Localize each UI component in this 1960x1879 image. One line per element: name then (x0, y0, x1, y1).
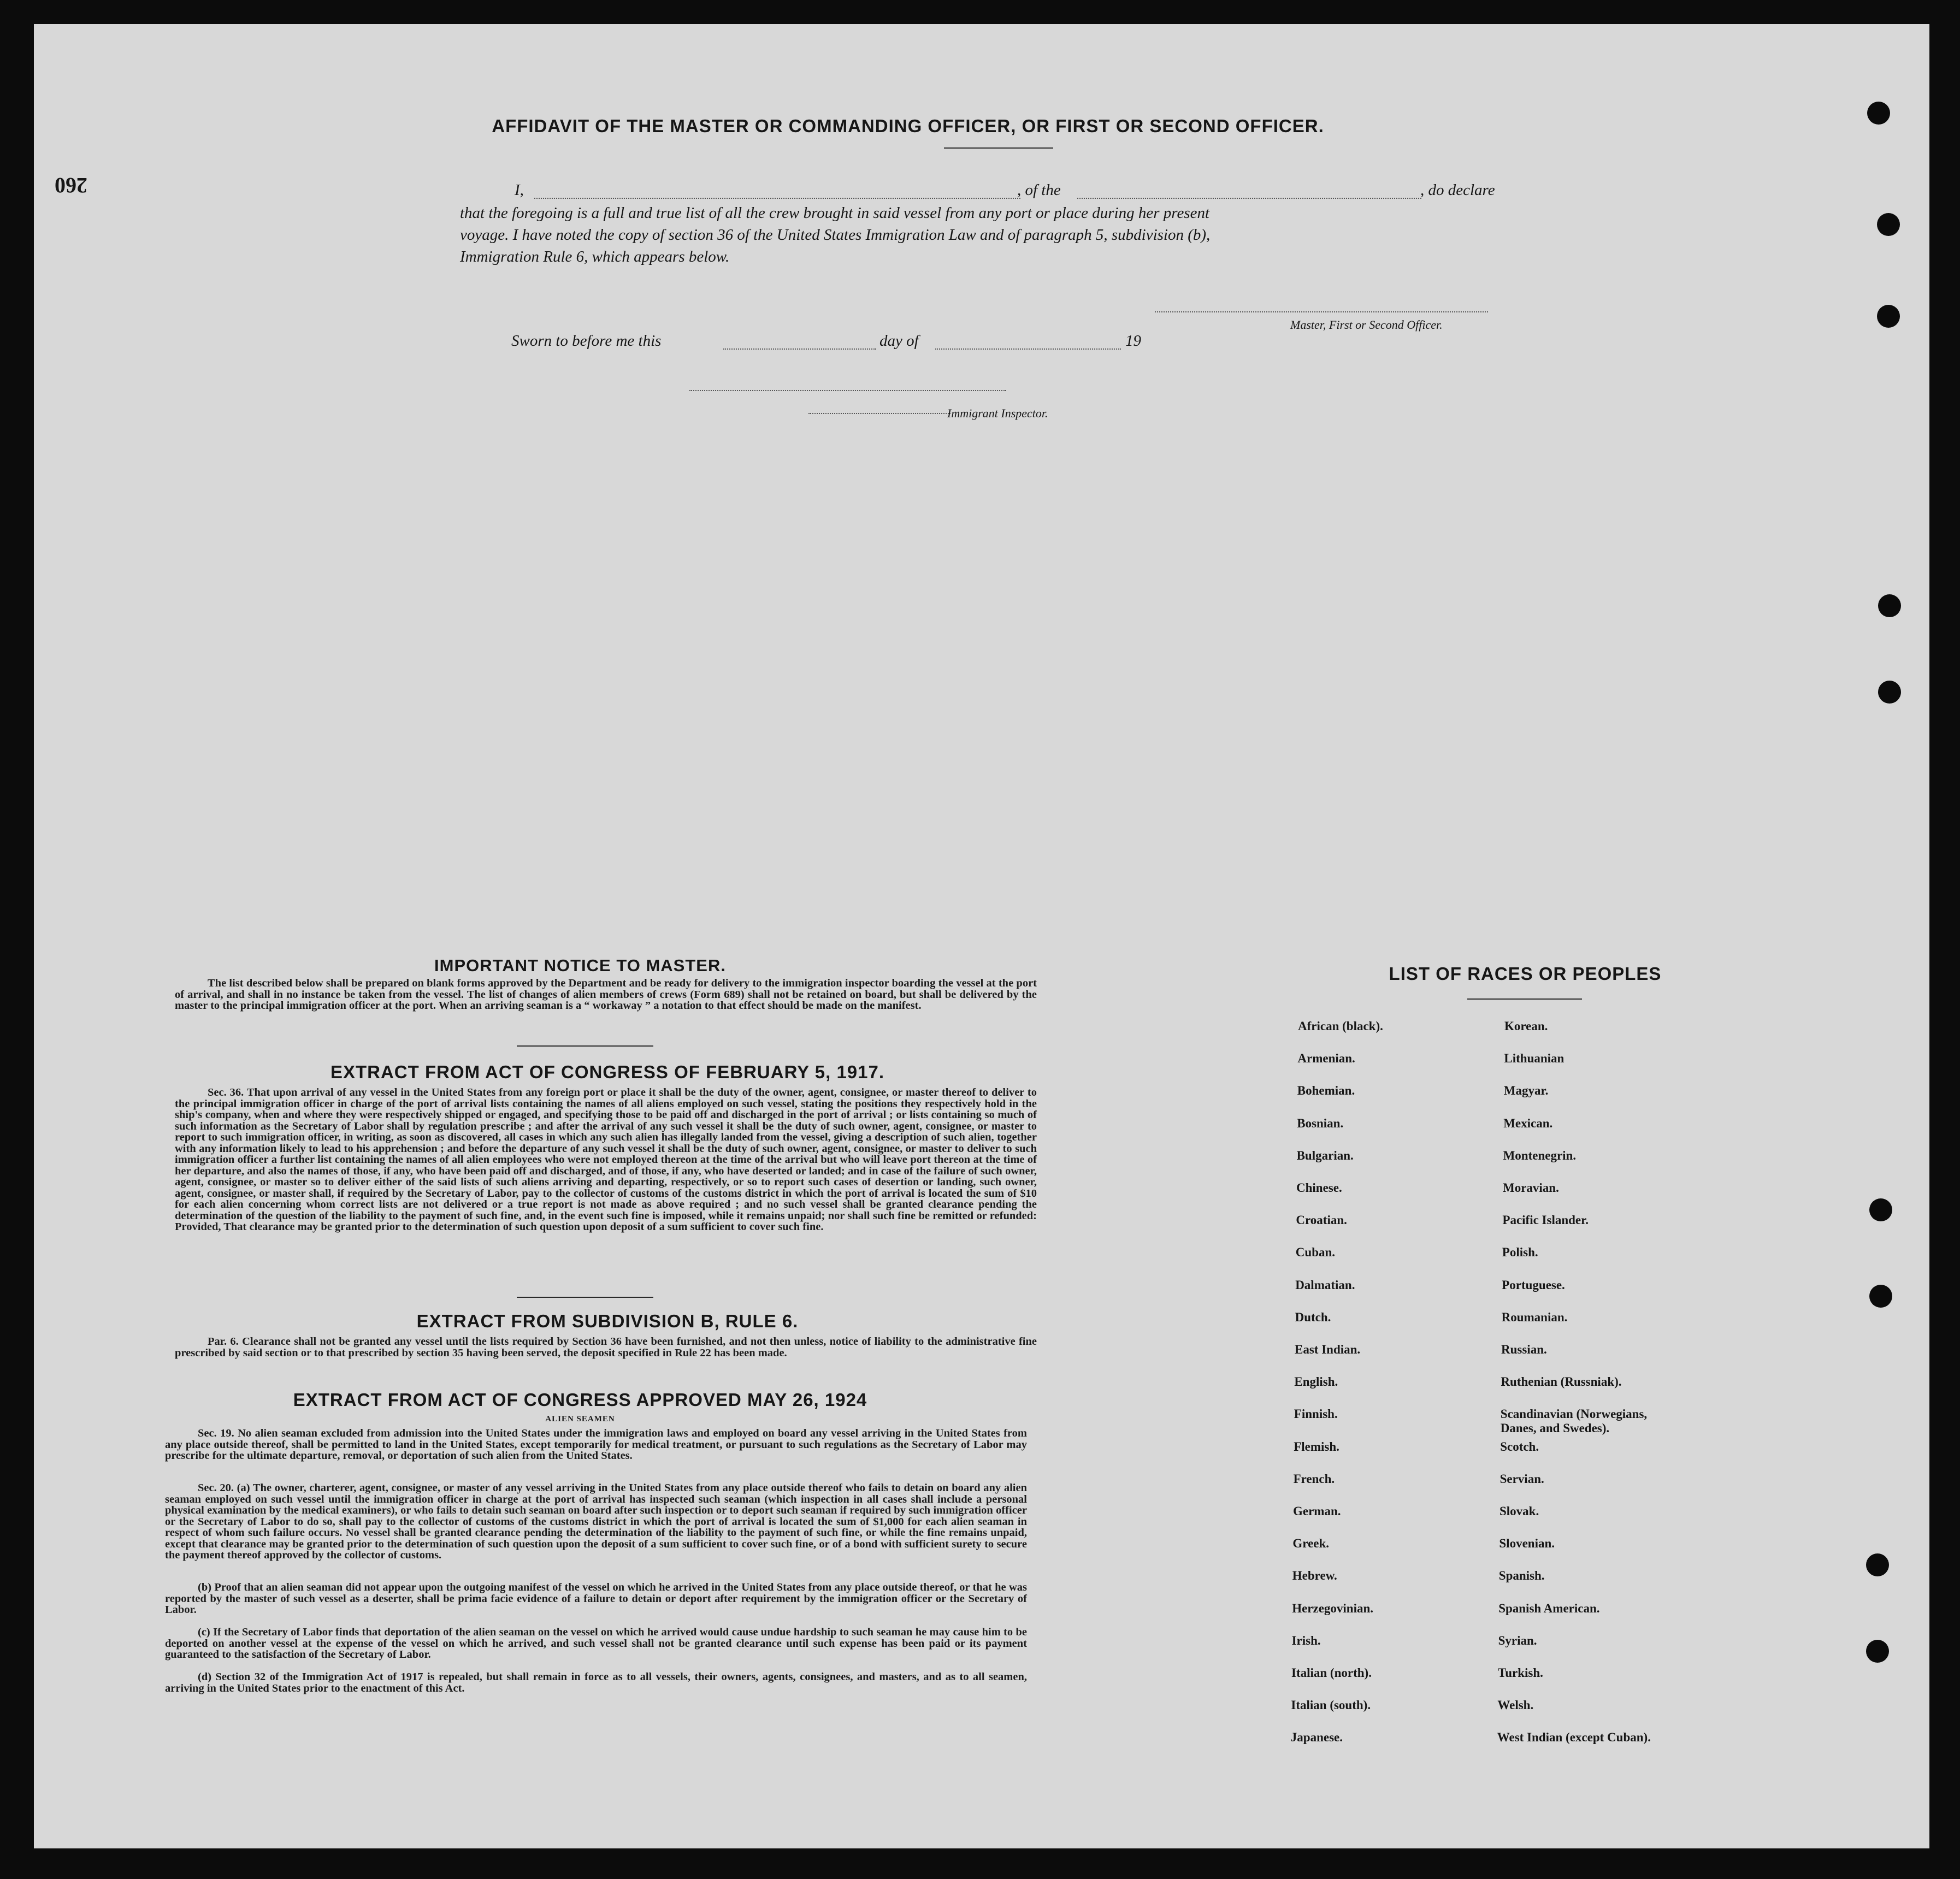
extract-1917-title: EXTRACT FROM ACT OF CONGRESS OF FEBRUARY 5, 1917. (330, 1062, 885, 1082)
punch-hole (1877, 213, 1900, 236)
race-left-item: Greek. (1292, 1537, 1330, 1551)
affidavit-do-declare: , do declare (1420, 181, 1495, 199)
notice-title: IMPORTANT NOTICE TO MASTER. (434, 956, 726, 975)
punch-hole (1877, 305, 1900, 328)
race-left-item: Hebrew. (1292, 1569, 1337, 1583)
punch-hole (1867, 102, 1890, 125)
extract-1924-sec19: Sec. 19. No alien seaman excluded from admission into the United States under the immigration laws and employed on board any vessel arriving in the United States from any place outside thereof, shall be permitted to land in the United States, except temporarily for medical treatment, or pursuant to such regulations as the Secretary of Labor may prescribe for the ultimate departure, removal, or deportation of such alien from the United States. (165, 1427, 1027, 1462)
extract-1924-subtitle: ALIEN SEAMEN (545, 1415, 615, 1423)
race-right-item: Ruthenian (Russniak). (1501, 1375, 1622, 1389)
race-right-item: Scandinavian (Norwegians, Danes, and Swedes). (1500, 1407, 1648, 1435)
extract-rule6-title: EXTRACT FROM SUBDIVISION B, RULE 6. (416, 1311, 799, 1331)
race-left-item: Cuban. (1295, 1245, 1336, 1260)
race-right-item: Scotch. (1500, 1439, 1539, 1453)
punch-hole (1869, 1198, 1892, 1221)
race-left-item: Dutch. (1295, 1310, 1331, 1324)
race-right-item: Polish. (1502, 1245, 1538, 1260)
extract-1924-sec20b: (b) Proof that an alien seaman did not appear upon the outgoing manifest of the vessel on which he arrived in the United States from any place outside thereof, or that he was reported by the master of such vessel as a deserter, shall be prima facie evidence of a failure to detain or deport after requirement by the immigration officer or the Secretary of Labor. (165, 1581, 1027, 1616)
race-left-item: Finnish. (1294, 1407, 1338, 1421)
sworn-day-of: day of (879, 332, 919, 350)
sworn-day-blank[interactable] (723, 348, 876, 350)
race-left-item: Armenian. (1297, 1051, 1355, 1066)
races-title: LIST OF RACES OR PEOPLES (1389, 964, 1662, 984)
race-right-item: Moravian. (1503, 1181, 1559, 1195)
race-right-item: Servian. (1499, 1472, 1544, 1486)
affidavit-line4: Immigration Rule 6, which appears below. (460, 248, 730, 265)
race-right-item: Welsh. (1497, 1698, 1534, 1712)
affidavit-line2: that the foregoing is a full and true list of all the crew brought in said vessel from any port or place during her present (460, 204, 1210, 222)
punch-hole (1878, 594, 1901, 617)
punch-hole (1869, 1285, 1892, 1308)
race-right-item: Slovenian. (1499, 1537, 1555, 1551)
title-underline (944, 147, 1053, 149)
race-left-item: Croatian. (1296, 1213, 1347, 1227)
race-left-item: Flemish. (1294, 1439, 1339, 1453)
sworn-year: 19 (1125, 332, 1141, 350)
races-underline (1467, 998, 1582, 1000)
sworn-prefix: Sworn to before me this (511, 332, 662, 350)
race-left-item: Japanese. (1290, 1730, 1343, 1745)
race-right-item: Mexican. (1503, 1116, 1553, 1130)
race-left-item: Dalmatian. (1295, 1278, 1355, 1292)
affidavit-declaration-start: I, (515, 181, 524, 199)
race-left-item: Bosnian. (1297, 1116, 1344, 1130)
race-left-item: Herzegovinian. (1292, 1601, 1374, 1615)
race-left-item: Chinese. (1296, 1181, 1342, 1195)
name-blank[interactable] (534, 198, 1020, 199)
form-page (34, 24, 1929, 1848)
race-right-item: Turkish. (1498, 1666, 1543, 1680)
notice-body: The list described below shall be prepared on blank forms approved by the Department and be ready for delivery to the immigration inspector boarding the vessel at the port of arrival, and shall in no instance be taken from the vessel. The list of changes of alien members of crews (Form 689) shall not be retained on board, but shall be delivered by the master to the principal immigration officer at the port. When an arriving seaman is a “ workaway ” a notation to that effect should be made on the manifest. (175, 977, 1037, 1012)
race-left-item: Bohemian. (1297, 1084, 1355, 1098)
vessel-blank[interactable] (1077, 198, 1421, 199)
race-left-item: English. (1294, 1375, 1338, 1389)
punch-hole (1878, 681, 1901, 704)
master-signature-label: Master, First or Second Officer. (1290, 318, 1443, 332)
section-divider (517, 1045, 653, 1047)
race-right-item: Portuguese. (1502, 1278, 1565, 1292)
race-right-item: Lithuanian (1504, 1051, 1565, 1066)
race-left-item: Bulgarian. (1296, 1148, 1354, 1162)
extract-1917-body: Sec. 36. That upon arrival of any vessel in the United States from any foreign port or place it shall be the duty of the owner, agent, consignee, or master thereof to deliver to the principal immigration officer in charge of the port of arrival lists containing the names of all aliens employed on such vessel, stating the positions they respectively hold in the ship's company, when and where they were respectively shipped or engaged, and specifying those to be paid off and discharged in the port of arrival ; or lists containing so much of such information as the Secretary of Labor shall by regulation prescribe ; and after the arrival of any such vessel it shall be the duty of such owner, agent, consignee, or master to report to such immigration officer, in writing, as soon as discovered, all cases in which any such alien has illegally landed from the vessel, giving a description of such alien, together with any information likely to lead to his apprehension ; and before the departure of any such vessel it shall be the duty of such owner, agent, consignee, or master to deliver to such immigration officer a further list containing the names of all alien employees who were not employed thereon at the time of the arrival but who will leave port thereon at the time of her departure, and also the names of those, if any, who have been paid off and discharged, and of those, if any, who have deserted or landed; and in case of the failure of such owner, agent, consignee, or master so to deliver either of the said lists of such aliens arriving and departing, respectively, or so to report such cases of desertion or landing, such owner, agent, consignee, or master shall, if required by the Secretary of Labor, pay to the collector of customs of the customs district in which the port of arrival is located the sum of $10 for each alien concerning whom correct lists are not delivered or a true report is not made as above required ; and no such vessel shall be granted clearance pending the determination of the question of the liability to the payment of such fine, and, in the event such fine is imposed, while it remains unpaid; nor shall such fine be remitted or refunded: Provided, That clearance may be granted prior to the determination of such question upon deposit of a sum sufficient to cover such fine. (175, 1086, 1037, 1233)
race-left-item: Irish. (1291, 1633, 1321, 1647)
race-right-item: Roumanian. (1501, 1310, 1568, 1324)
affidavit-title: AFFIDAVIT OF THE MASTER OR COMMANDING OFFICER, OR FIRST OR SECOND OFFICER. (492, 116, 1324, 136)
race-right-item: Pacific Islander. (1502, 1213, 1589, 1227)
sworn-month-blank[interactable] (935, 348, 1121, 350)
inspector-signature-line[interactable] (689, 390, 1006, 391)
extract-1924-sec20d: (d) Section 32 of the Immigration Act of 1917 is repealed, but shall remain in force as to all vessels, their owners, agents, consignees, and masters, and as to all seamen, arriving in the United States prior to the enactment of this Act. (165, 1671, 1027, 1694)
race-left-item: East Indian. (1295, 1343, 1361, 1356)
punch-hole (1866, 1553, 1889, 1576)
margin-page-number: 260 (55, 173, 87, 198)
race-right-item: Syrian. (1498, 1633, 1537, 1647)
inspector-dotted-line (808, 413, 951, 414)
race-right-item: West Indian (except Cuban). (1497, 1730, 1651, 1745)
race-left-item: African (black). (1298, 1019, 1383, 1033)
punch-hole (1866, 1640, 1889, 1663)
extract-1924-sec20c: (c) If the Secretary of Labor finds that deportation of the alien seaman on the vessel on which he arrived would cause undue hardship to such seaman he may cause him to be deported on another vessel at the expense of the vessel on which he arrived, and such vessel shall not be granted clearance until such expense has been paid or its payment guaranteed to the satisfaction of the Secretary of Labor. (165, 1626, 1027, 1661)
race-right-item: Korean. (1504, 1019, 1548, 1033)
extract-1924-sec20a: Sec. 20. (a) The owner, charterer, agent, consignee, or master of any vessel arriving in the United States from any place outside thereof who fails to detain on board any alien seaman employed on such vessel until the immigration officer in charge at the port of arrival has inspected such seaman (which inspection in all cases shall include a personal physical examination by the medical examiners), or who fails to detain such seaman on board after such inspection or to deport such seaman if required by such immigration officer or the Secretary of Labor to do so, shall pay to the collector of customs of the customs district in which the port of arrival is located the sum of $1,000 for each alien seaman in respect of whom such failure occurs. No vessel shall be granted clearance pending the determination of the liability to the payment of such fine, or while the fine remains unpaid, except that clearance may be granted prior to the determination of such question upon the deposit of a sum sufficient to cover such fine, or of a bond with sufficient surety to secure the payment thereof approved by the collector of customs. (165, 1482, 1027, 1561)
affidavit-line3: voyage. I have noted the copy of section 36 of the United States Immigration Law and of paragraph 5, subdivision (b), (460, 226, 1211, 244)
race-left-item: Italian (south). (1291, 1698, 1371, 1712)
extract-rule6-body: Par. 6. Clearance shall not be granted any vessel until the lists required by Section 36 have been furnished, and not then unless, notice of liability to the administrative fine prescribed by said section or to that prescribed by section 35 having been served, the deposit specified in Rule 22 has been made. (175, 1336, 1037, 1359)
race-right-item: Spanish American. (1498, 1601, 1600, 1615)
race-right-item: Montenegrin. (1503, 1148, 1577, 1162)
race-left-item: Italian (north). (1291, 1666, 1372, 1680)
race-right-item: Magyar. (1503, 1084, 1549, 1098)
race-right-item: Slovak. (1499, 1504, 1539, 1518)
section-divider (517, 1297, 653, 1298)
race-left-item: German. (1293, 1504, 1341, 1518)
extract-1924-title: EXTRACT FROM ACT OF CONGRESS APPROVED MAY 26, 1924 (293, 1390, 867, 1410)
affidavit-of-the: , of the (1017, 181, 1061, 199)
inspector-label: Immigrant Inspector. (947, 406, 1048, 420)
race-right-item: Spanish. (1498, 1569, 1545, 1583)
master-signature-line[interactable] (1155, 311, 1488, 312)
race-left-item: French. (1293, 1472, 1335, 1486)
race-right-item: Russian. (1501, 1343, 1547, 1356)
